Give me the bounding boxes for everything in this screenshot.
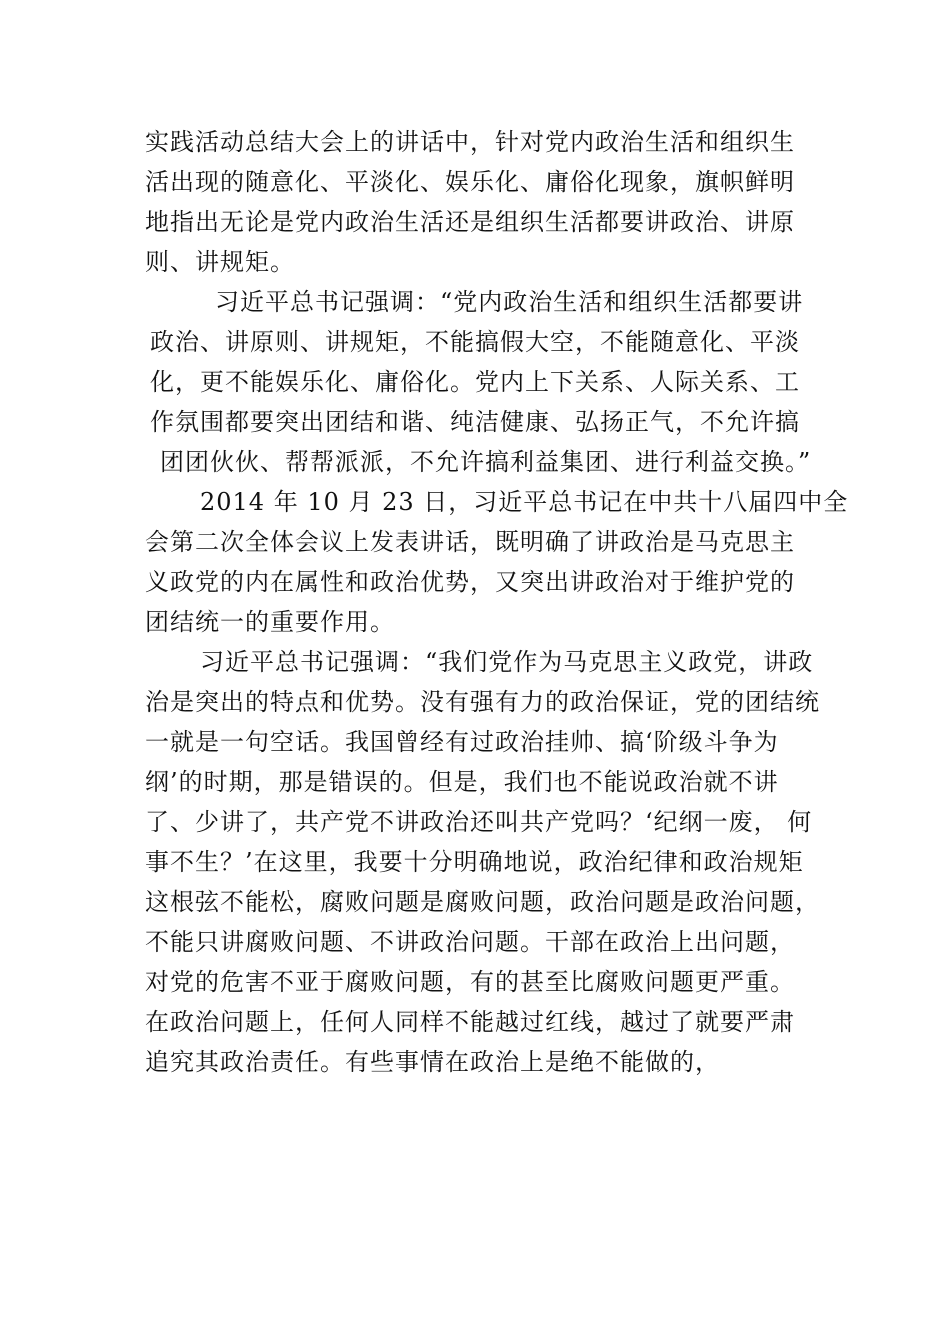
text-line: 这根弦不能松，腐败问题是腐败问题，政治问题是政治问题， [145,888,820,916]
text-line: 化，更不能娱乐化、庸俗化。党内上下关系、人际关系、工 [150,368,800,396]
text-line: 会第二次全体会议上发表讲话，既明确了讲政治是马克思主 [145,528,795,556]
text-line: 追究其政治责任。有些事情在政治上是绝不能做的， [145,1048,720,1076]
text-line: 习近平总书记强调：“党内政治生活和组织生活都要讲 [215,288,804,316]
text-line: 对党的危害不亚于腐败问题，有的甚至比腐败问题更严重。 [145,968,795,996]
text-line: 不能只讲腐败问题、不讲政治问题。干部在政治上出问题， [145,928,795,956]
text-line: 则、讲规矩。 [145,248,295,276]
text-line: 活出现的随意化、平淡化、娱乐化、庸俗化现象，旗帜鲜明 [145,168,795,196]
text-line: 习近平总书记强调：“我们党作为马克思主义政党，讲政 [200,648,814,676]
text-line: 纲’的时期，那是错误的。但是，我们也不能说政治就不讲 [145,768,779,796]
text-line: 治是突出的特点和优势。没有强有力的政治保证，党的团结统 [145,688,820,716]
text-line: 一就是一句空话。我国曾经有过政治挂帅、搞‘阶级斗争为 [145,728,779,756]
text-line: 团结统一的重要作用。 [145,608,395,636]
text-line: 实践活动总结大会上的讲话中，针对党内政治生活和组织生 [145,128,795,156]
text-line: 作氛围都要突出团结和谐、纯洁健康、弘扬正气，不允许搞 [150,408,800,436]
text-line: 地指出无论是党内政治生活还是组织生活都要讲政治、讲原 [145,208,795,236]
text-line: 2014 年 10 月 23 日，习近平总书记在中共十八届四中全 [200,488,849,516]
text-line: 了、少讲了，共产党不讲政治还叫共产党吗？‘纪纲一废， 何 [145,808,813,836]
text-line: 政治、讲原则、讲规矩，不能搞假大空，不能随意化、平淡 [150,328,800,356]
text-line: 事不生？’在这里，我要十分明确地说，政治纪律和政治规矩 [145,848,804,876]
text-line: 团团伙伙、帮帮派派，不允许搞利益集团、进行利益交换。” [160,448,812,476]
text-line: 义政党的内在属性和政治优势，又突出讲政治对于维护党的 [145,568,795,596]
text-line: 在政治问题上，任何人同样不能越过红线，越过了就要严肃 [145,1008,795,1036]
